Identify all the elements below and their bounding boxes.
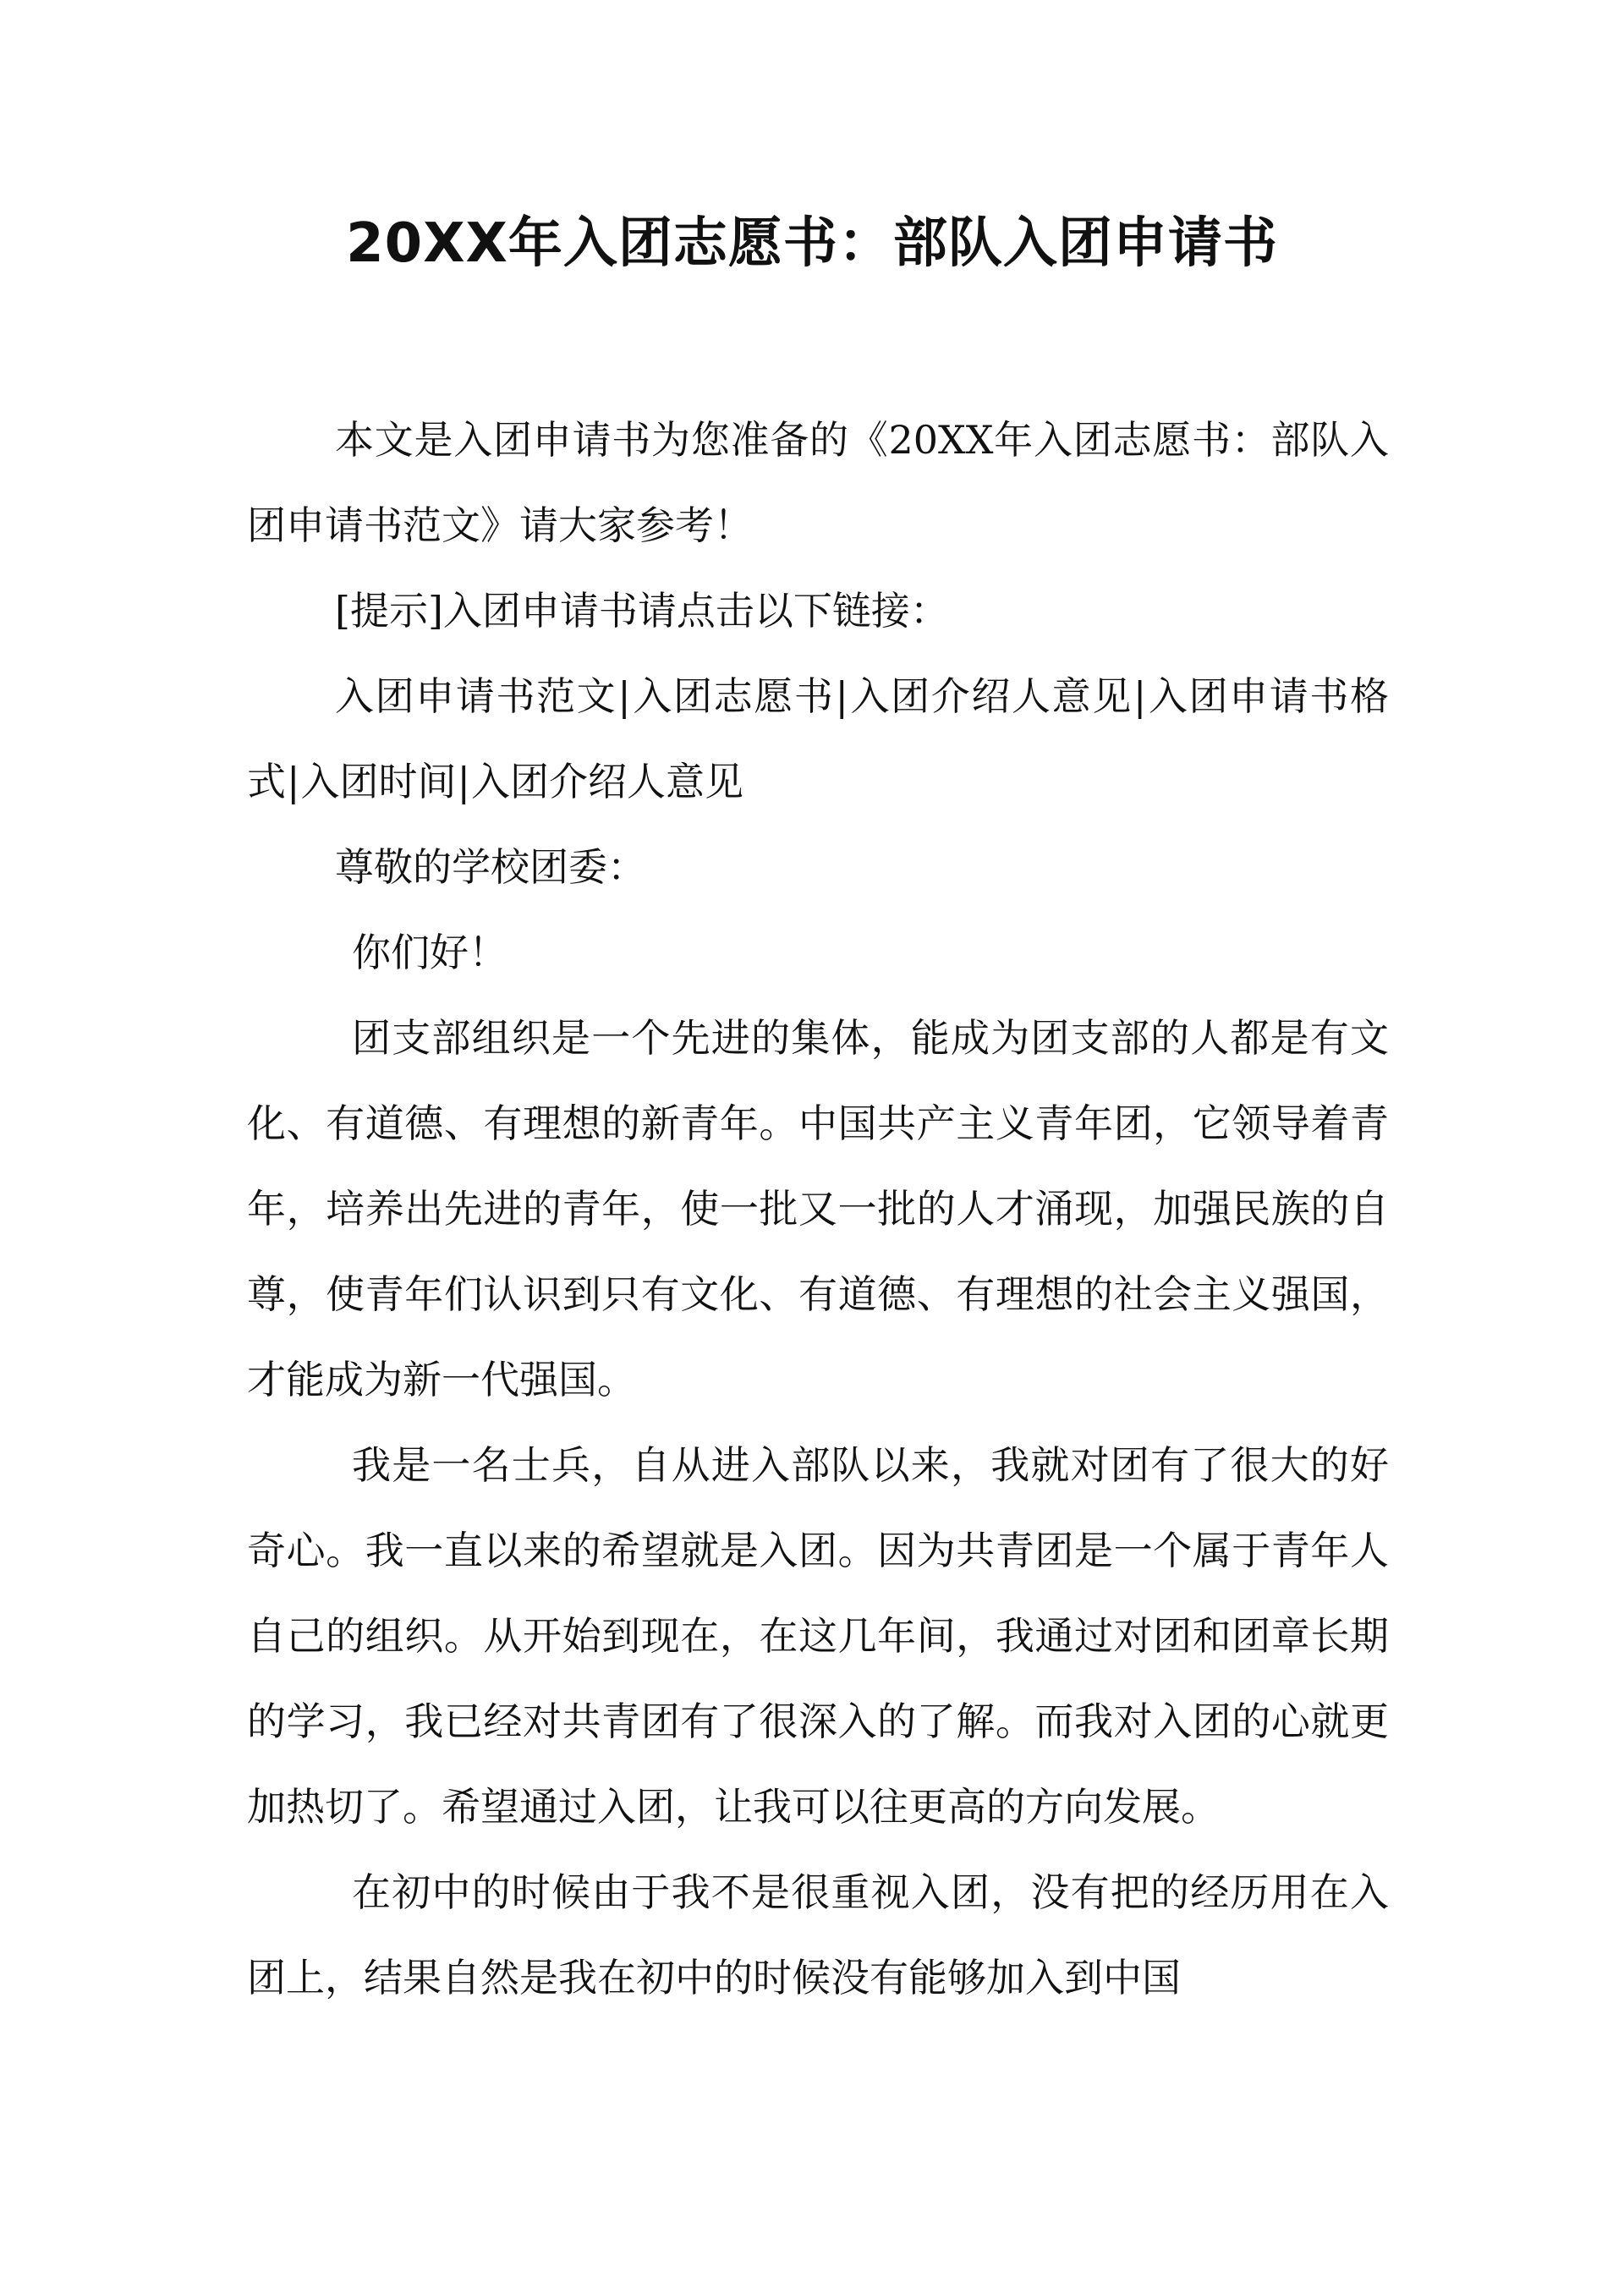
link-separator: |: [835, 673, 848, 719]
document-body: [247, 398, 1389, 2021]
intro-paragraph: 本文是入团申请书为您准备的《20XX年入团志愿书：部队入团申请书范文》请大家参考！: [247, 417, 1389, 548]
link-list: [247, 673, 1389, 804]
link-separator: |: [287, 759, 300, 804]
links-paragraph: [247, 654, 1389, 825]
link-application-format[interactable]: 入团申请书格式: [247, 673, 1390, 804]
link-introducer-opinion[interactable]: 入团介绍人意见: [848, 673, 1133, 719]
body-paragraph: 我是一名士兵，自从进入部队以来，我就对团有了很大的好奇心。我一直以来的希望就是入团。因为共青团是一个属于青年人自己的组织。从开始到现在，在这几年间，我通过对团和团章长期的学习，我已经对共青团有了很深入的了解。而我对入团的心就更加热切了。希望通过入团，让我可以往更高的方向发展。: [247, 1442, 1389, 1830]
tip-paragraph: [提示]入团申请书请点击以下链接：: [335, 588, 949, 634]
link-separator: |: [617, 673, 631, 719]
link-separator: |: [1133, 673, 1147, 719]
link-join-time[interactable]: 入团时间: [300, 759, 457, 804]
link-introducer-opinion-2[interactable]: 入团介绍人意见: [471, 759, 743, 804]
link-application-sample[interactable]: 入团申请书范文: [335, 673, 617, 719]
link-volunteer-form[interactable]: 入团志愿书: [631, 673, 835, 719]
body-paragraph: 团支部组织是一个先进的集体，能成为团支部的人都是有文化、有道德、有理想的新青年。中国共产主义青年团，它领导着青年，培养出先进的青年，使一批又一批的人才涌现，加强民族的自尊，使青年们认识到只有文化、有道德、有理想的社会主义强国，才能成为新一代强国。: [247, 1015, 1389, 1402]
link-separator: |: [457, 759, 470, 804]
body-paragraph: 在初中的时候由于我不是很重视入团，没有把的经历用在入团上，结果自然是我在初中的时候没有能够加入到中国: [247, 1869, 1389, 2000]
greeting: 你们好！: [352, 930, 508, 975]
salutation: 尊敬的学校团委：: [335, 844, 646, 890]
document-title: 20XX年入团志愿书：部队入团申请书: [346, 212, 1278, 275]
